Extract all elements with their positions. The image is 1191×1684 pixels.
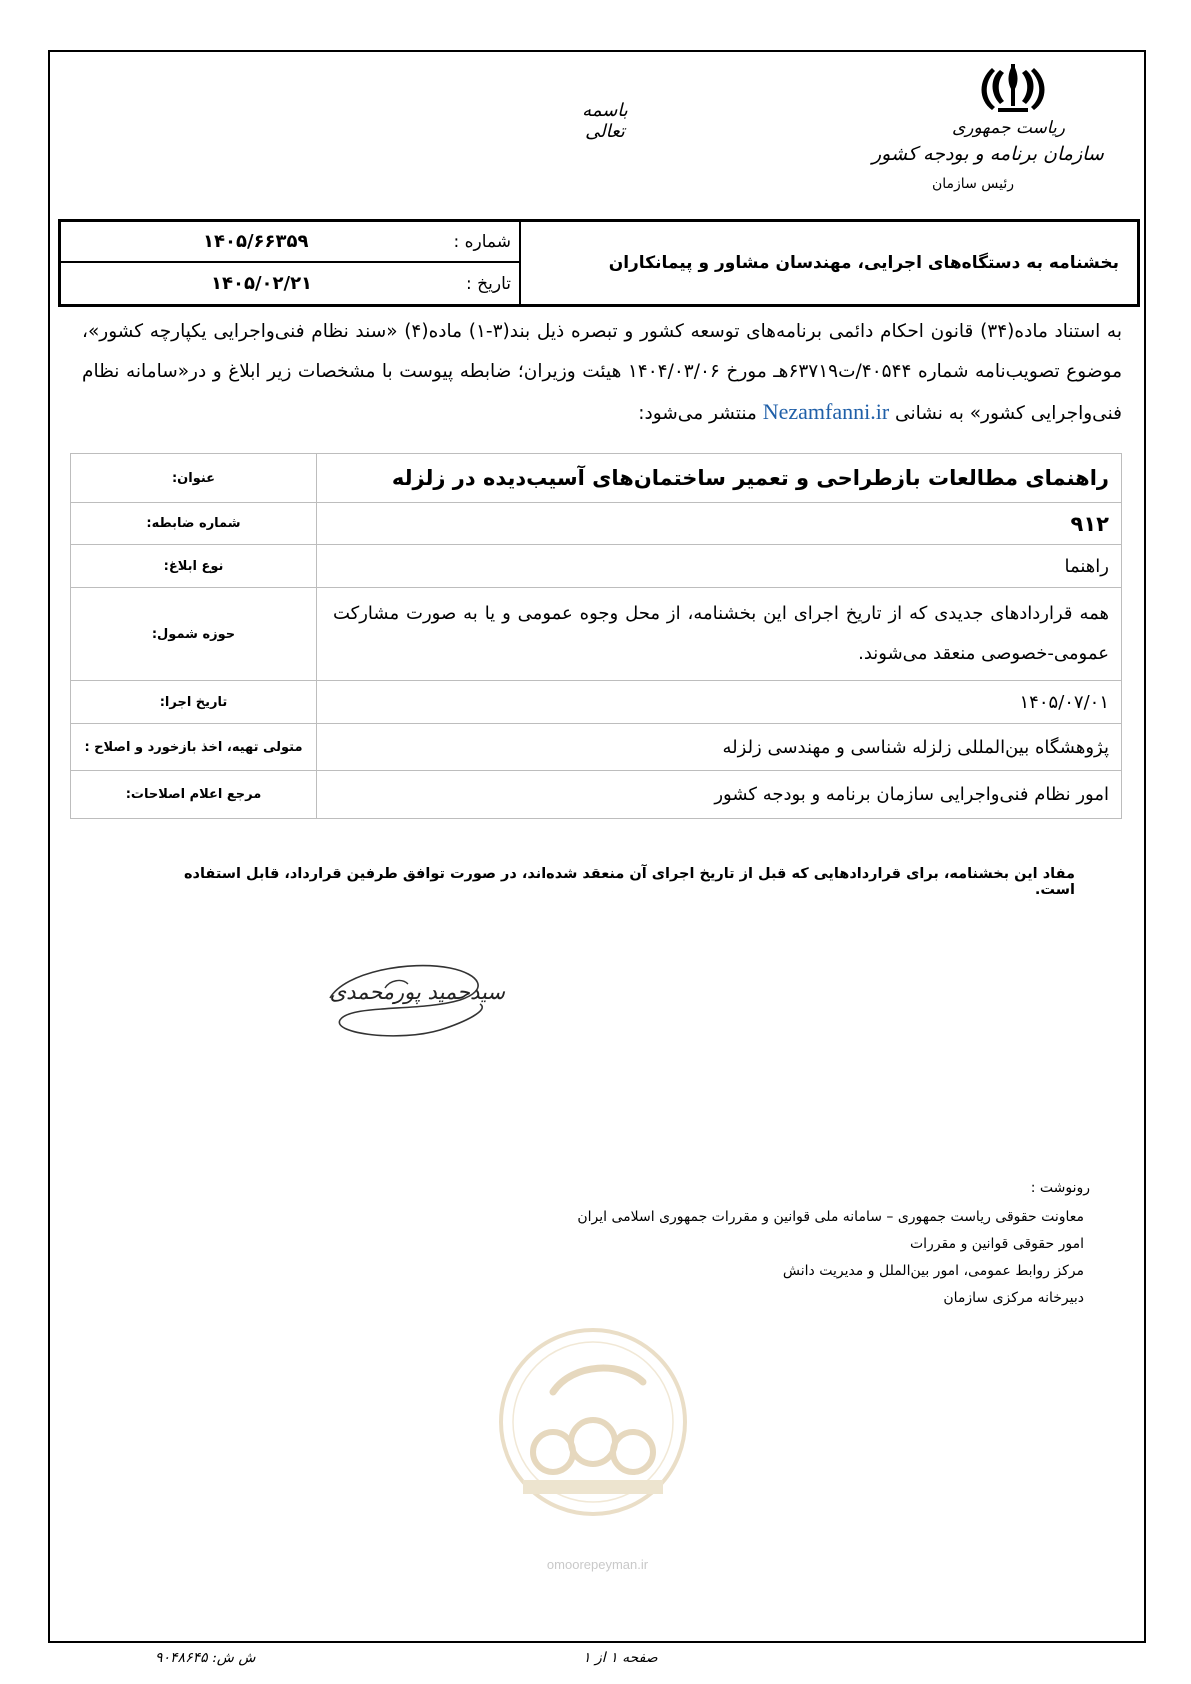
signatory-name: سیدحمید پورمحمدی [329,980,505,1004]
notice-type-value: راهنما [317,545,1122,588]
corrections-authority-label: مرجع اعلام اصلاحات: [71,771,317,819]
table-row [71,681,1122,724]
letter-title: بخشنامه به دستگاه‌های اجرایی، مهندسان مشاور و پیمانکاران [608,253,1119,273]
title-value: راهنمای مطالعات بازطراحی و تعمیر ساختمان‌های آسیب‌دیده در زلزله [317,454,1122,503]
letter-number-label: شماره : [453,231,511,252]
nezamfanni-link[interactable]: Nezamfanni.ir [762,399,890,424]
code-number-value: ۹۱۲ [317,503,1122,545]
intro-paragraph [82,312,1122,434]
list-item: دبیرخانه مرکزی سازمان [943,1290,1084,1306]
table-row [71,771,1122,819]
list-item: مرکز روابط عمومی، امور بین‌الملل و مدیریت دانش [782,1263,1084,1279]
intro-text: به استناد ماده(۳۴) قانون احکام دائمی برنامه‌های توسعه کشور و تبصره ذیل بند(۳-۱) ماده(۴) «سند نظام فنی‌واجرایی یکپارچه کشور»، موضوع تصویب‌نامه شماره ۴۰۵۴۴/ت۶۳۷۱۹هـ مورخ ۱۴۰۴/۰۳/۰۶ هیئت وزیران؛ ضابطه پیوست با مشخصات زیر ابلاغ و در«سامانه نظام فنی‌واجرایی کشور» به نشانی [82,321,1122,424]
org-head-title: رئیس سازمان [932,176,1014,192]
scope-value: همه قراردادهای جدیدی که از تاریخ اجرای این بخشنامه، از محل وجوه عمومی و یا به صورت مشارکت عمومی-خصوصی منعقد می‌شوند. [317,588,1122,681]
omoorepeyman-watermark-logo [493,1322,693,1552]
letter-date-label: تاریخ : [466,273,511,294]
letter-title-cell [519,222,1137,304]
effective-date-label: تاریخ اجرا: [71,681,317,724]
table-row [71,545,1122,588]
letter-date-row [61,263,519,304]
letter-number-value: ۱۴۰۵/۶۶۳۵۹ [203,231,309,252]
cc-list [450,1180,1090,1312]
table-row [71,588,1122,681]
basmala: باسمه تعالی [582,100,628,142]
effective-date-value: ۱۴۰۵/۰۷/۰۱ [317,681,1122,724]
intro-text-end: منتشر می‌شود: [638,403,757,424]
serial-number: ش ش: ۹۰۴۸۶۴۵ [155,1650,256,1666]
letter-date-value: ۱۴۰۵/۰۲/۲۱ [211,273,313,294]
list-item: معاونت حقوقی ریاست جمهوری – سامانه ملی قوانین و مقررات جمهوری اسلامی ایران [577,1209,1084,1225]
iran-emblem-icon [978,60,1048,122]
applicability-note: مفاد این بخشنامه، برای قراردادهایی که قبل از تاریخ اجرای آن منعقد شده‌اند، در صورت توافق طرفین قرارداد، قابل استفاده است. [183,866,1075,898]
page-number: صفحه ۱ از ۱ [583,1650,658,1666]
list-item: امور حقوقی قوانین و مقررات [909,1236,1084,1252]
notice-type-label: نوع ابلاغ: [71,545,317,588]
code-number-label: شماره ضابطه: [71,503,317,545]
org-presidency: ریاست جمهوری [952,118,1065,138]
letter-header-table [58,219,1140,307]
corrections-authority-value: امور نظام فنی‌واجرایی سازمان برنامه و بودجه کشور [317,771,1122,819]
table-row [71,503,1122,545]
watermark-url: omoorepeyman.ir [546,1557,649,1572]
org-name: سازمان برنامه و بودجه کشور [872,143,1104,165]
scope-label: حوزه شمول: [71,588,317,681]
table-row [71,454,1122,503]
cc-title: رونوشت : [1030,1180,1090,1196]
regulation-info-table [70,453,1122,819]
custodian-label: متولی تهیه، اخذ بازخورد و اصلاح : [71,724,317,771]
table-row [71,724,1122,771]
custodian-value: پژوهشگاه بین‌المللی زلزله شناسی و مهندسی زلزله [317,724,1122,771]
letter-number-row [61,222,519,263]
title-label: عنوان: [71,454,317,503]
